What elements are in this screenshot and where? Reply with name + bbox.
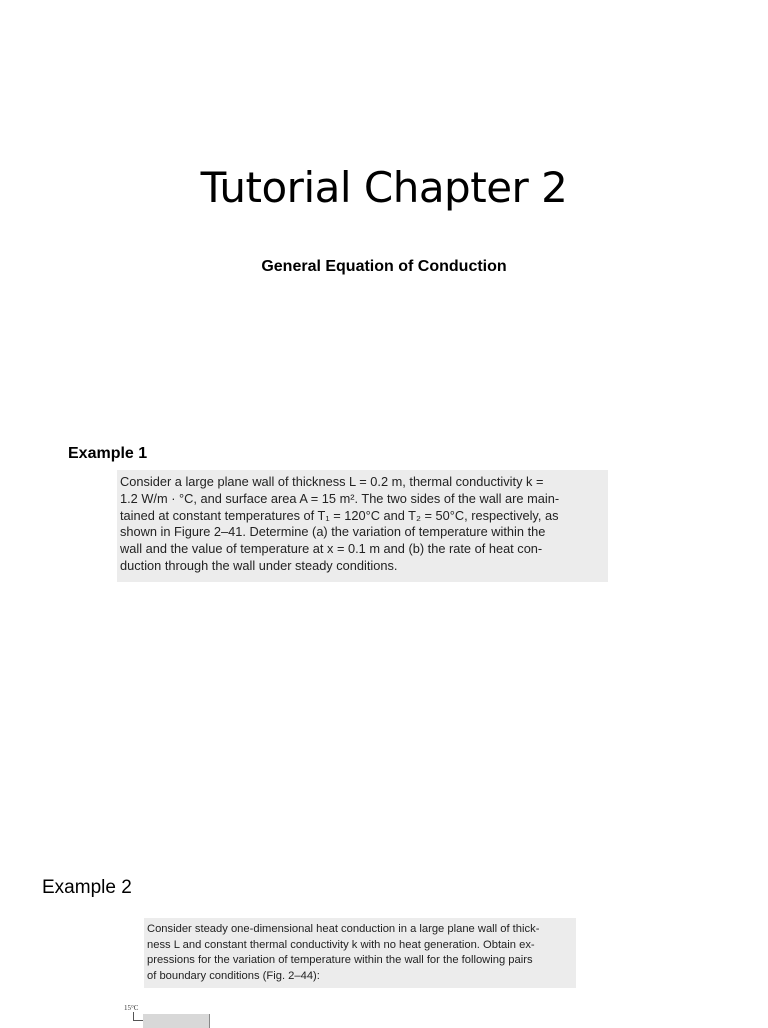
example-2-heading: Example 2 [42,877,132,898]
example-1-problem-box [117,470,608,582]
figure-wall [143,1014,210,1028]
page-title: Tutorial Chapter 2 [200,163,568,212]
example-1-line: duction through the wall under steady conditions. [120,557,398,573]
example-1-heading: Example 1 [68,445,148,462]
figure-temperature-label: 15°C [124,1004,139,1012]
example-1-line: 1.2 W/m · °C, and surface area A = 15 m². The two sides of the wall are main- [120,490,560,506]
example-2-line: ness L and constant thermal conductivity k with no heat generation. Obtain ex- [147,938,535,951]
example-1-line: Consider a large plane wall of thickness L = 0.2 m, thermal conductivity k = [120,474,544,489]
example-2-line: pressions for the variation of temperature within the wall for the following pairs [147,954,533,966]
example-1-line: wall and the value of temperature at x = 0.1 m and (b) the rate of heat con- [120,541,543,557]
example-1-line: tained at constant temperatures of T₁ = 120°C and T₂ = 50°C, respectively, as [120,507,559,523]
example-1-line: shown in Figure 2–41. Determine (a) the variation of temperature within the [120,524,546,540]
page-subtitle: General Equation of Conduction [261,258,507,275]
example-2-line: Consider steady one-dimensional heat conduction in a large plane wall of thick- [147,923,540,935]
example-2-problem-box [144,918,576,988]
example-2-line: of boundary conditions (Fig. 2–44): [147,969,320,982]
